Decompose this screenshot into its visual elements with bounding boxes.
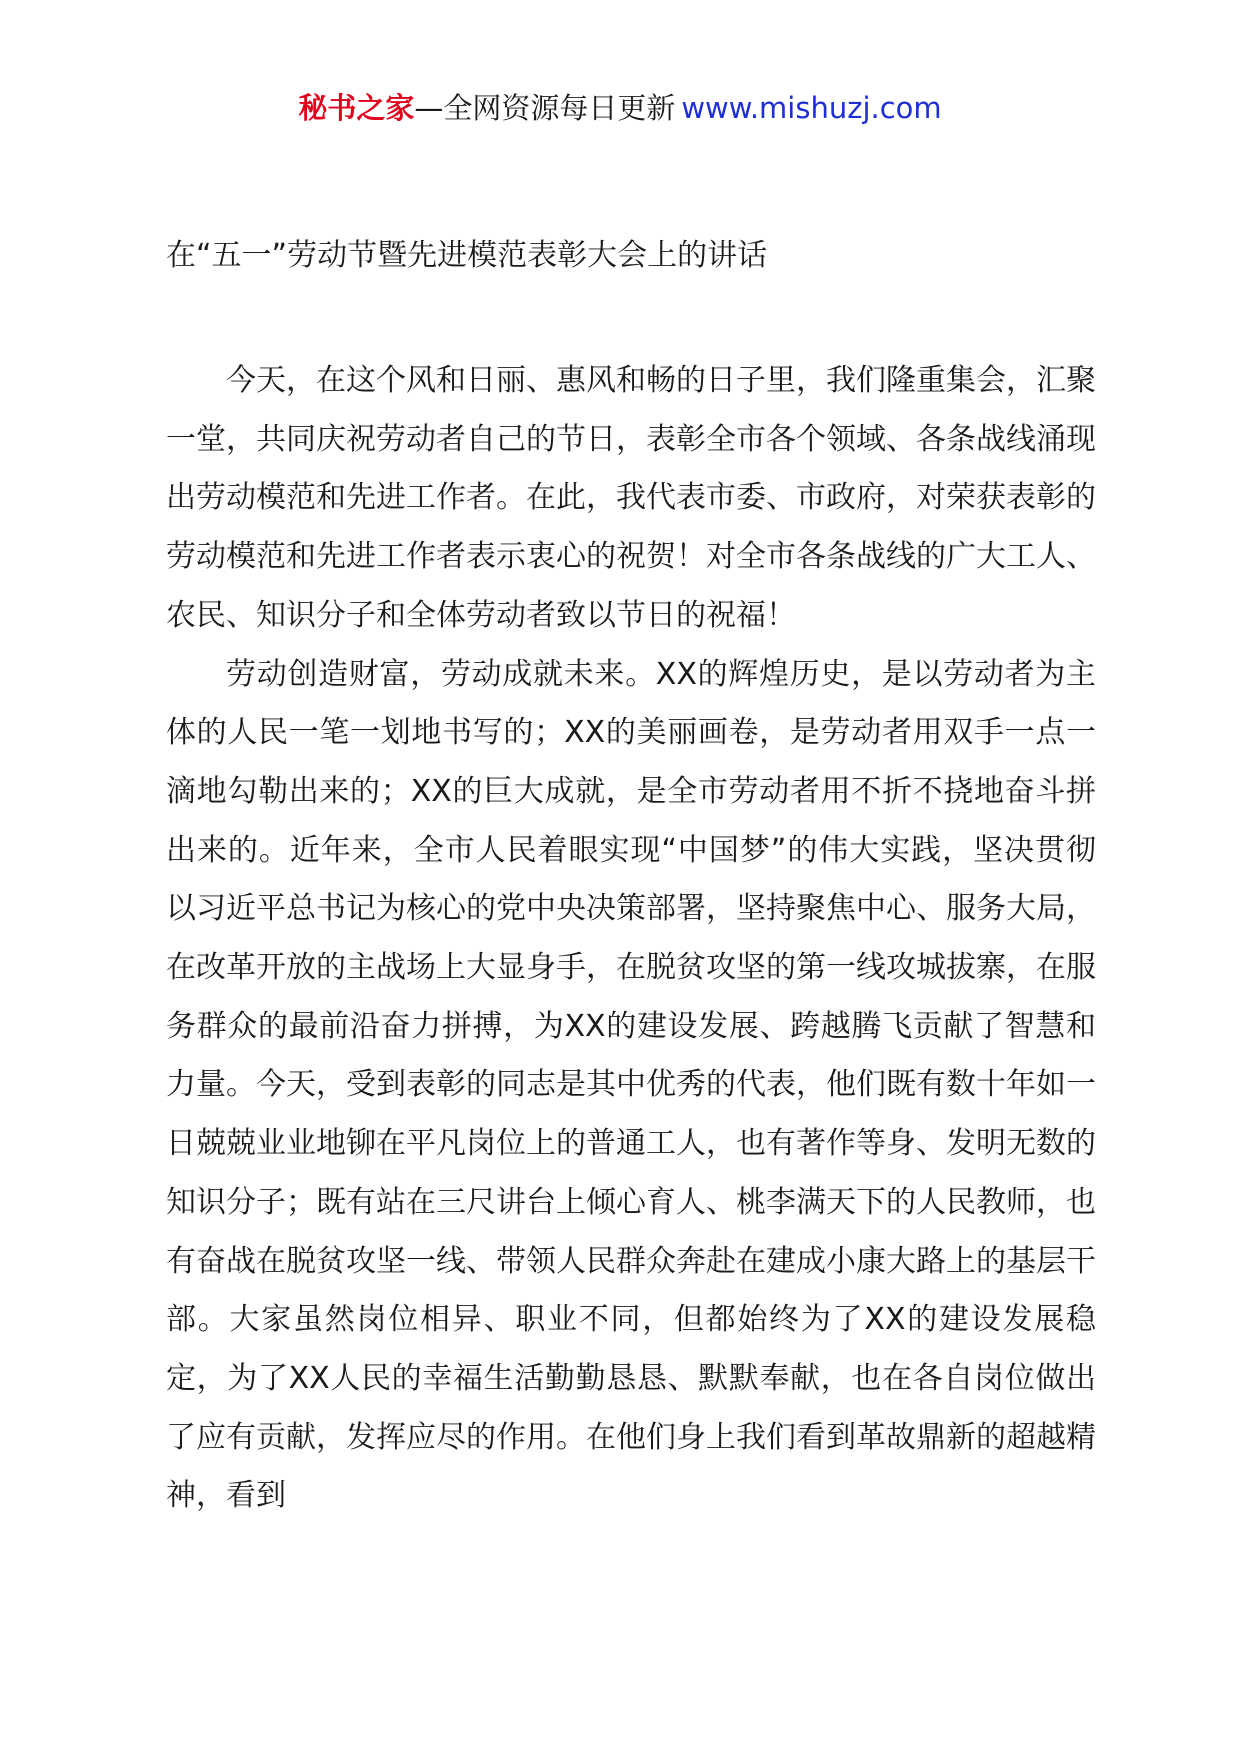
paragraph-1: 今天，在这个风和日丽、惠风和畅的日子里，我们隆重集会，汇聚一堂，共同庆祝劳动者自己的节日，表彰全市各个领域、各条战线涌现出劳动模范和先进工作者。在此，我代表市委、市政府，对荣获表彰的劳动模范和先进工作者表示衷心的祝贺！对全市各条战线的广大工人、农民、知识分子和全体劳动者致以节日的祝福！ xyxy=(166,363,1096,633)
paragraph-2: 劳动创造财富，劳动成就未来。XX的辉煌历史，是以劳动者为主体的人民一笔一划地书写的；XX的美丽画卷，是劳动者用双手一点一滴地勾勒出来的；XX的巨大成就，是全市劳动者用不折不挠地奋斗拼出来的。近年来，全市人民着眼实现“中国梦”的伟大实践，坚决贯彻以习近平总书记为核心的党中央决策部署，坚持聚焦中心、服务大局，在改革开放的主战场上大显身手，在脱贫攻坚的第一线攻城拔寨，在服务群众的最前沿奋力拼搏，为XX的建设发展、跨越腾飞贡献了智慧和力量。今天，受到表彰的同志是其中优秀的代表，他们既有数十年如一日兢兢业业地铆在平凡岗位上的普通工人，也有著作等身、发明无数的知识分子；既有站在三尺讲台上倾心育人、桃李满天下的人民教师，也有奋战在脱贫攻坚一线、带领人民群众奔赴在建成小康大路上的基层干部。大家虽然岗位相异、职业不同，但都始终为了XX的建设发展稳定，为了XX人民的幸福生活勤勤恳恳、默默奉献，也在各自岗位做出了应有贡献，发挥应尽的作用。在他们身上我们看到革故鼎新的超越精神，看到 xyxy=(166,656,1096,1514)
header-tagline: —全网资源每日更新 xyxy=(414,91,676,125)
document-title: 在“五一”劳动节暨先进模范表彰大会上的讲话 xyxy=(166,238,768,273)
site-url-link[interactable]: www.mishuzj.com xyxy=(681,91,942,125)
page-header xyxy=(0,88,1240,128)
brand-name: 秘书之家 xyxy=(298,91,415,125)
document-body xyxy=(166,352,1096,1526)
